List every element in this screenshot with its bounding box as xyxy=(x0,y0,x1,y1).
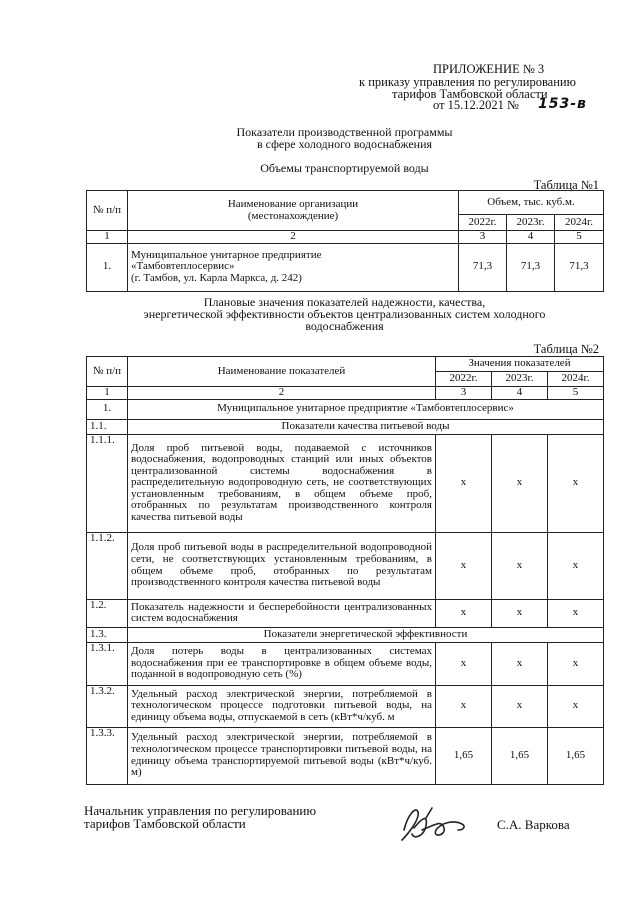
t2-row-num: 1.3.1. xyxy=(87,642,128,685)
t2-value: x xyxy=(492,685,548,727)
t1-org-line-1: Муниципальное унитарное предприятие xyxy=(131,248,322,261)
t1-colnum: 3 xyxy=(459,231,507,244)
t2-header-values: Значения показателей xyxy=(436,357,604,372)
t2-row-num: 1.1.1. xyxy=(87,434,128,532)
t2-group-1-num: 1.1. xyxy=(87,419,128,434)
t1-row-num: 1. xyxy=(87,243,128,291)
t2-value: x xyxy=(492,642,548,685)
t1-header-name xyxy=(128,191,459,231)
t1-colnum: 1 xyxy=(87,231,128,244)
t1-year-2022: 2022г. xyxy=(459,215,507,231)
table1-caption: Таблица №1 xyxy=(533,178,599,192)
handwritten-signature xyxy=(392,800,482,846)
t1-year-2023: 2023г. xyxy=(507,215,555,231)
t2-value: 1,65 xyxy=(548,727,604,784)
t2-row-text: Доля потерь воды в централизованных системах водоснабжения при ее транспортировке в общем объеме воды, поданной в водопроводную сеть (%) xyxy=(128,642,436,685)
t2-value: x xyxy=(492,434,548,532)
t2-row-num: 1.2. xyxy=(87,599,128,627)
t2-header-name: Наименование показателей xyxy=(128,357,436,387)
t2-group-3-num: 1.3. xyxy=(87,627,128,642)
t2-value: x xyxy=(436,532,492,599)
t2-value: x xyxy=(436,685,492,727)
t2-colnum: 5 xyxy=(548,387,604,400)
t1-colnum: 2 xyxy=(128,231,459,244)
order-line-1: к приказу управления по регулированию xyxy=(359,75,576,89)
t2-value: x xyxy=(548,434,604,532)
t2-row-text: Удельный расход электрической энергии, потребляемой в технологическом процессе транспортировки питьевой воды, на единицу объема транспортируемой питьевой воды (кВт*ч/куб. м) xyxy=(128,727,436,784)
t2-year-2023: 2023г. xyxy=(492,372,548,387)
t2-row-text: Показатель надежности и бесперебойности централизованных систем водоснабжения xyxy=(128,599,436,627)
t2-value: x xyxy=(548,685,604,727)
table2-caption: Таблица №2 xyxy=(533,342,599,356)
table-volumes xyxy=(86,190,604,292)
program-title-line-1: Показатели производственной программы xyxy=(236,125,453,139)
t2-value: 1,65 xyxy=(436,727,492,784)
t2-row-num: 1.3.3. xyxy=(87,727,128,784)
t2-colnum: 3 xyxy=(436,387,492,400)
t1-header-name-line-2: (местонахождение) xyxy=(247,209,339,222)
signatory-title-line-1: Начальник управления по регулированию xyxy=(84,803,317,818)
handwritten-order-number: 153-в xyxy=(538,96,587,112)
order-date: от 15.12.2021 № xyxy=(433,98,519,112)
t2-colnum: 2 xyxy=(128,387,436,400)
t2-header-num: № п/п xyxy=(87,357,128,387)
t2-year-2022: 2022г. xyxy=(436,372,492,387)
t2-value: x xyxy=(548,599,604,627)
signatory-title-line-2: тарифов Тамбовской области xyxy=(84,816,246,831)
t1-value-2024: 71,3 xyxy=(555,243,604,291)
t2-row-text: Доля проб питьевой воды в распределительной водопроводной сети, не соответствующих установленным требованиям, в общем объеме проб, отобранных по результатам производственного контроля качества питьевой воды xyxy=(128,532,436,599)
t2-org-name: Муниципальное унитарное предприятие «Тамбовтеплосервис» xyxy=(128,399,604,419)
t1-org-line-2: «Тамбовтеплосервис» xyxy=(131,260,235,273)
t1-colnum: 5 xyxy=(555,231,604,244)
section-1-title: Объемы транспортируемой воды xyxy=(260,161,429,175)
t2-value: x xyxy=(436,434,492,532)
table-indicators xyxy=(86,356,604,785)
section-2-title-line-1: Плановые значения показателей надежности, качества, xyxy=(203,295,486,309)
t2-value: x xyxy=(548,532,604,599)
t2-group-3-name: Показатели энергетической эффективности xyxy=(128,627,604,642)
t2-row-text: Доля проб питьевой воды, подаваемой с источников водоснабжения, водопроводных станций или иных объектов централизованной системы водоснабжения в распределительную водопроводную сеть, не соответствующих установленным требованиям, в общем объеме проб, отобранных по результатам производственного контроля качества питьевой воды xyxy=(128,434,436,532)
t2-value: 1,65 xyxy=(492,727,548,784)
section-2-title-line-3: водоснабжения xyxy=(305,319,384,333)
t2-value: x xyxy=(492,599,548,627)
appendix-title: ПРИЛОЖЕНИЕ № 3 xyxy=(433,62,545,76)
t2-colnum: 1 xyxy=(87,387,128,400)
t2-row-num: 1.3.2. xyxy=(87,685,128,727)
t1-value-2023: 71,3 xyxy=(507,243,555,291)
t2-value: x xyxy=(548,642,604,685)
t2-value: x xyxy=(436,642,492,685)
t2-row-text: Удельный расход электрической энергии, потребляемой в технологическом процессе подготовки питьевой воды, на единицу объема воды, отпускаемой в сеть (кВт*ч/куб. м xyxy=(128,685,436,727)
t1-colnum: 4 xyxy=(507,231,555,244)
t1-header-num: № п/п xyxy=(87,191,128,231)
t1-header-name-line-1: Наименование организации xyxy=(227,197,359,210)
t2-value: x xyxy=(492,532,548,599)
t1-org-line-3: (г. Тамбов, ул. Карла Маркса, д. 242) xyxy=(131,271,302,284)
order-line-2: тарифов Тамбовской области xyxy=(392,87,548,101)
t2-year-2024: 2024г. xyxy=(548,372,604,387)
t1-header-volume: Объем, тыс. куб.м. xyxy=(459,191,604,215)
t2-colnum: 4 xyxy=(492,387,548,400)
section-2-title-line-2: энергетической эффективности объектов централизованных систем холодного xyxy=(143,307,546,321)
t2-group-1-name: Показатели качества питьевой воды xyxy=(128,419,604,434)
signatory-name: С.А. Варкова xyxy=(497,817,570,832)
t2-org-num: 1. xyxy=(87,399,128,419)
t1-row-org xyxy=(128,243,459,291)
t2-row-num: 1.1.2. xyxy=(87,532,128,599)
t1-year-2024: 2024г. xyxy=(555,215,604,231)
t2-value: x xyxy=(436,599,492,627)
program-title-line-2: в сфере холодного водоснабжения xyxy=(256,137,433,151)
t1-value-2022: 71,3 xyxy=(459,243,507,291)
